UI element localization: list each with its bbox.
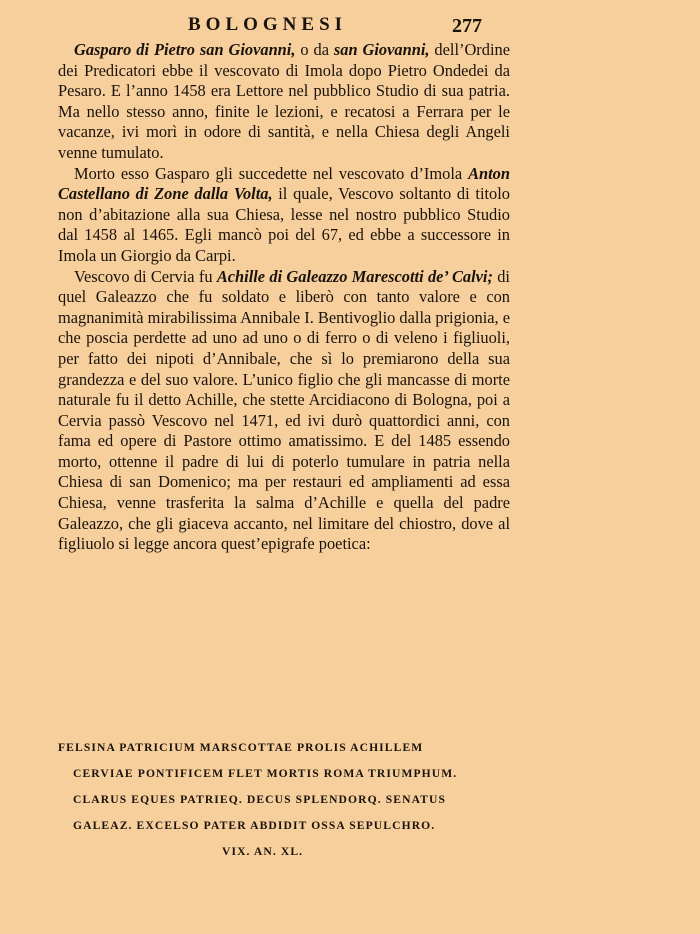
name-segment: Anton Castellano di Zone dalla Volta,: [58, 163, 510, 204]
page-header: [0, 14, 700, 40]
epigraph: [58, 735, 510, 865]
epigraph-line: VIX. AN. XL.: [222, 845, 304, 858]
text-segment: dell’Ordine dei Predicatori ebbe il vescovato di Imola dopo Pietro Ondedei da Pesaro. E l’anno 1458 era Lettore nel pubblico Studio di sua patria. Ma nello stesso anno, finite le lezioni, e recatosi a Ferrara per le vacanze, ivi morì in odore di santità, e nella Chiesa degli Angeli venne tumulato.: [58, 40, 510, 162]
body-text: [58, 40, 510, 555]
text-segment: il quale, Vescovo soltanto di titolo non d’abitazione alla sua Chiesa, lesse nel nostro pubblico Studio dal 1458 al 1465. Egli mancò poi del 67, ed ebbe a successore in Imola un Giorgio da Carpi.: [58, 184, 511, 265]
name-segment: Gasparo di Pietro san Giovanni,: [74, 40, 296, 59]
text-segment: o da: [295, 40, 334, 59]
name-segment: san Giovanni,: [333, 40, 430, 59]
paragraph: [58, 40, 510, 164]
epigraph-line: CERVIAE PONTIFICEM FLET MORTIS ROMA TRIUMPHUM.: [73, 767, 458, 780]
page-number: 277: [452, 15, 482, 37]
text-segment: Vescovo di Cervia fu: [74, 266, 217, 286]
paragraph: [58, 267, 510, 555]
text-segment: di quel Galeazzo che fu soldato e liberò con tanto valore e con magnanimità mirabilissima Annibale I. Bentivoglio dalla prigionia, e che poscia perdette ad uno ad uno o di ferro o di veleno i figliuoli, per fatto dei nipoti d’Annibale, che sì lo premiarono della sua grandezza e del suo valore. L’unico figlio che gli mancasse di morte naturale fu il detto Achille, che stette Arcidiacono di Bologna, poi a Cervia passò Vescovo nel 1471, ed ivi durò quattordici anni, con fama ed opere di Pastore ottimo amatissimo. E del 1485 essendo morto, ottenne il padre di lui di poterlo tumulare in patria nella Chiesa di san Domenico; ma per restauri ed ampliamenti ad essa Chiesa, venne trasferita la salma d’Achille e quella del padre Galeazzo, che gli giaceva accanto, nel limitare del chiostro, dove al figliuolo si legge ancora quest’epigrafe poetica:: [58, 266, 511, 554]
epigraph-line: GALEAZ. EXCELSO PATER ABDIDIT OSSA SEPULCHRO.: [73, 819, 436, 832]
running-title: BOLOGNESI: [188, 14, 348, 35]
epigraph-line: CLARUS EQUES PATRIEQ. DECUS SPLENDORQ. SENATUS: [73, 793, 447, 806]
name-segment: Achille di Galeazzo Marescotti de’ Calvi;: [216, 266, 493, 286]
epigraph-line: FELSINA PATRICIUM MARSCOTTAE PROLIS ACHILLEM: [58, 741, 424, 754]
text-segment: Morto esso Gasparo gli succedette nel vescovato d’Imola: [74, 163, 469, 183]
paragraph: [58, 164, 510, 267]
